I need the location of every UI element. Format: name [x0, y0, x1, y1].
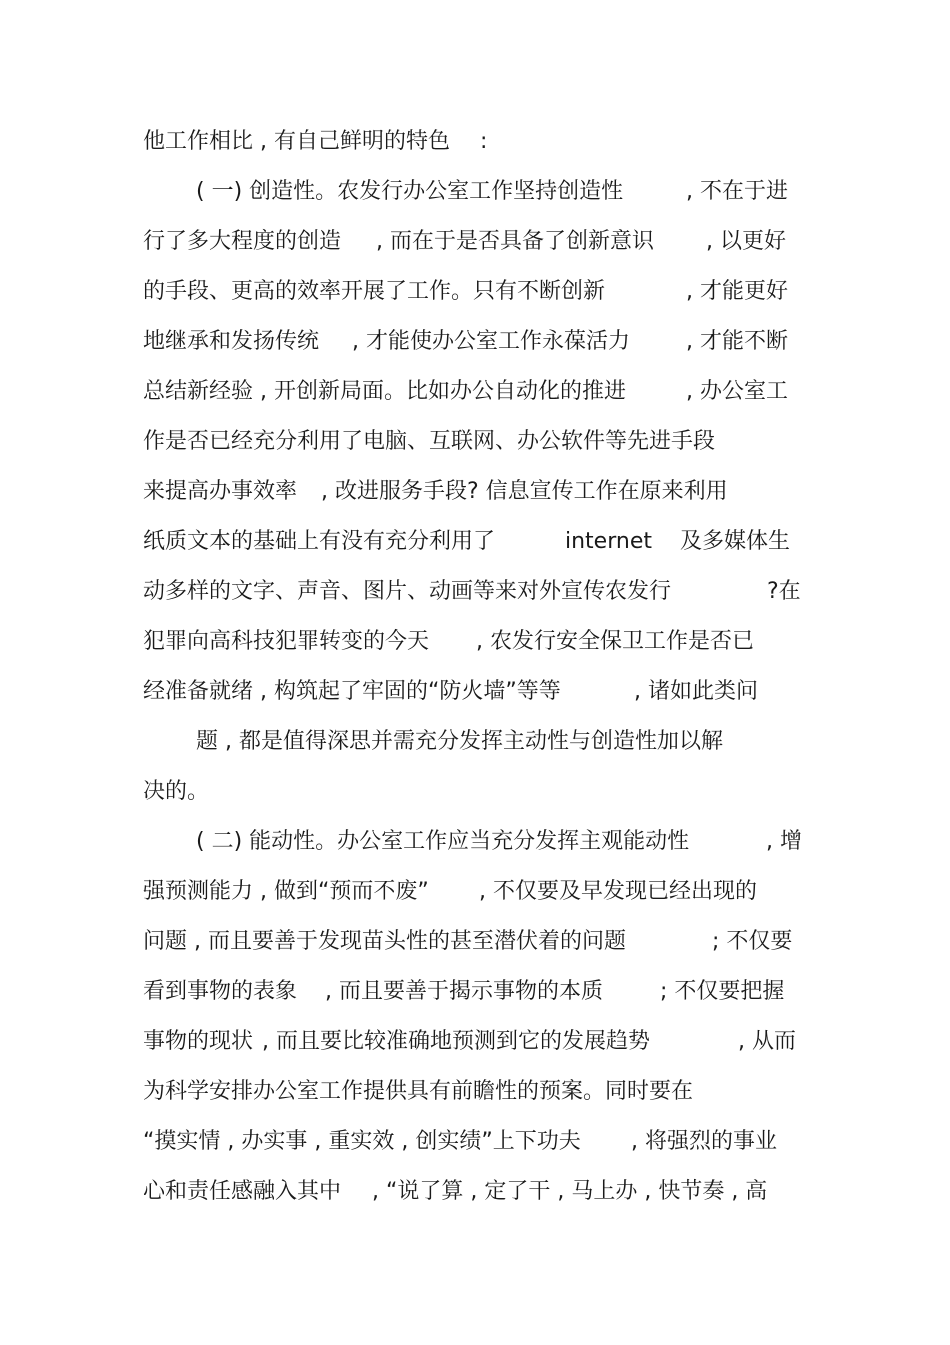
text-segment: 地继承和发扬传统	[143, 329, 320, 354]
text-line	[0, 1075, 950, 1109]
text-line	[0, 675, 950, 709]
text-segment: 心和责任感融入其中	[143, 1179, 342, 1204]
text-segment: 来提高办事效率	[143, 479, 298, 504]
text-segment: :	[480, 129, 488, 154]
text-segment: 强预测能力 , 做到“预而不废”	[143, 879, 429, 904]
text-line	[0, 925, 950, 959]
text-segment: 题 , 都是值得深思并需充分发挥主动性与创造性加以解	[196, 729, 723, 754]
text-line	[0, 475, 950, 509]
text-segment: 为科学安排办公室工作提供具有前瞻性的预案。同时要在	[143, 1079, 694, 1104]
text-segment: , 而在于是否具备了创新意识	[376, 229, 654, 254]
text-segment: , 不在于进	[686, 179, 788, 204]
text-segment: 犯罪向高科技犯罪转变的今天	[143, 629, 430, 654]
text-segment: “摸实情 , 办实事 , 重实效 , 创实绩”上下功夫	[143, 1129, 581, 1154]
text-line	[0, 575, 950, 609]
text-segment: , 才能不断	[686, 329, 788, 354]
text-line	[0, 325, 950, 359]
text-segment: 看到事物的表象	[143, 979, 298, 1004]
text-segment: 纸质文本的基础上有没有充分利用了	[143, 529, 496, 554]
text-segment: ; 不仅要	[712, 929, 793, 954]
text-line	[0, 1175, 950, 1209]
text-segment: internet	[565, 529, 652, 554]
text-segment: ; 不仅要把握	[660, 979, 785, 1004]
text-segment: , 将强烈的事业	[631, 1129, 777, 1154]
text-segment: , 增	[766, 829, 802, 854]
text-line	[0, 875, 950, 909]
text-segment: 问题 , 而且要善于发现苗头性的甚至潜伏着的问题	[143, 929, 626, 954]
text-line	[0, 425, 950, 459]
text-segment: , 不仅要及早发现已经出现的	[479, 879, 757, 904]
text-line	[0, 725, 950, 759]
text-segment: 他工作相比 , 有自己鲜明的特色	[143, 129, 450, 154]
text-segment: , 以更好	[706, 229, 786, 254]
text-segment: 决的。	[143, 779, 210, 804]
text-segment: 的手段、更高的效率开展了工作。只有不断创新	[143, 279, 606, 304]
text-segment: , 农发行安全保卫工作是否已	[476, 629, 754, 654]
text-segment: 作是否已经充分利用了电脑、互联网、办公软件等先进手段	[143, 429, 716, 454]
text-segment: , 改进服务手段? 信息宣传工作在原来利用	[321, 479, 728, 504]
text-line	[0, 275, 950, 309]
text-line	[0, 825, 950, 859]
text-segment: , 才能更好	[686, 279, 788, 304]
text-segment: 事物的现状	[143, 1029, 254, 1054]
text-line	[0, 1025, 950, 1059]
text-segment: , 办公室工	[686, 379, 788, 404]
text-line	[0, 975, 950, 1009]
text-segment: , 才能使办公室工作永葆活力	[352, 329, 630, 354]
text-segment: , 诸如此类问	[634, 679, 758, 704]
text-segment: 行了多大程度的创造	[143, 229, 342, 254]
text-segment: , 而且要善于揭示事物的本质	[325, 979, 603, 1004]
text-segment: 及多媒体生	[680, 529, 791, 554]
text-segment: , 而且要比较准确地预测到它的发展趋势	[262, 1029, 650, 1054]
text-segment: 总结新经验 , 开创新局面。比如办公自动化的推进	[143, 379, 626, 404]
text-line	[0, 775, 950, 809]
text-segment: 动多样的文字、声音、图片、动画等来对外宣传农发行	[143, 579, 672, 604]
text-line	[0, 625, 950, 659]
text-segment: ( 二) 能动性。办公室工作应当充分发挥主观能动性	[196, 829, 690, 854]
text-line	[0, 175, 950, 209]
text-segment: , 从而	[738, 1029, 796, 1054]
text-line	[0, 125, 950, 159]
text-segment: 经准备就绪 , 构筑起了牢固的“防火墙”等等	[143, 679, 561, 704]
text-line	[0, 225, 950, 259]
text-line	[0, 1125, 950, 1159]
text-line	[0, 525, 950, 559]
text-segment: , “说了算 , 定了干 , 马上办 , 快节奏 , 高	[372, 1179, 768, 1204]
text-segment: ( 一) 创造性。农发行办公室工作坚持创造性	[196, 179, 624, 204]
text-line	[0, 375, 950, 409]
text-segment: ?在	[767, 579, 801, 604]
